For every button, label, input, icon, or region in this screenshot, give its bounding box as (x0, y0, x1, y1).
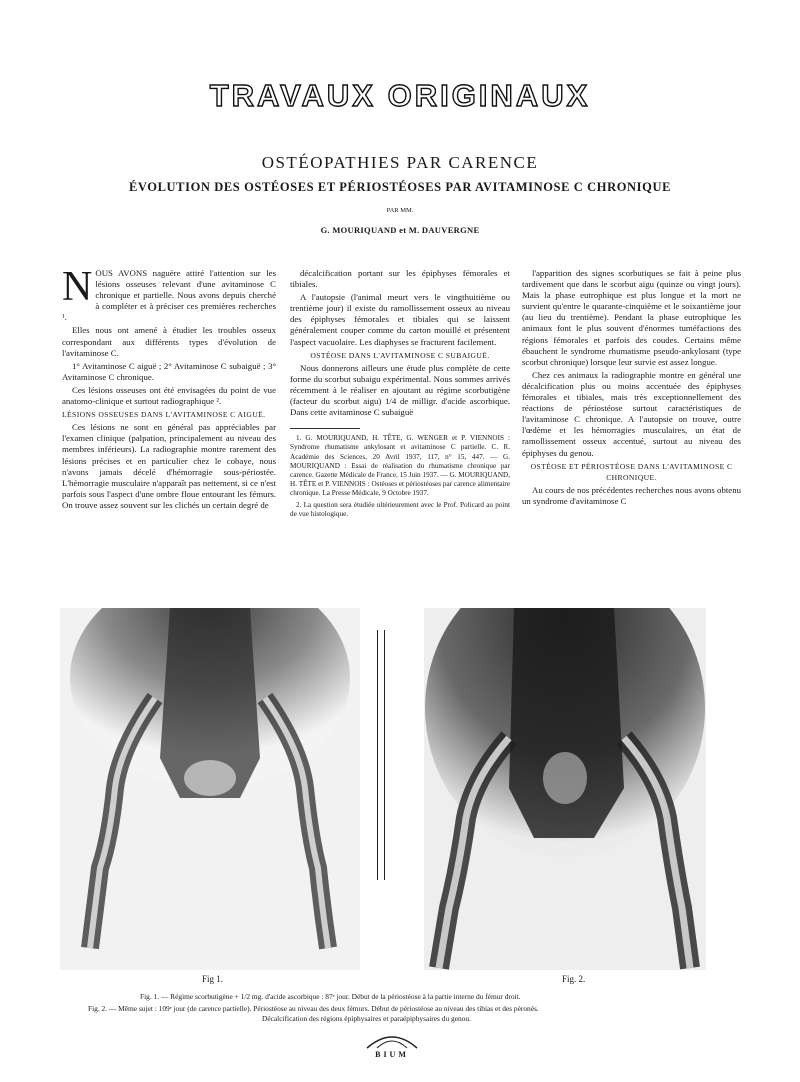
section-heading: OSTÉOSE ET PÉRIOSTÉOSE DANS L'AVITAMINOSE C CHRONIQUE. (530, 461, 733, 482)
paragraph: Elles nous ont amené à étudier les troubles osseux correspondant aux différents types d'évolution de l'avitaminose C. (62, 325, 276, 358)
paragraph: Ces lésions osseuses ont été envisagées du point de vue anatomo-clinique et surtout radiographique ². (62, 384, 276, 407)
paragraph: 1° Avitaminose C aiguë ; 2° Avitaminose C subaiguë ; 3° Avitaminose C chronique. (62, 360, 276, 382)
xray-figure-1 (60, 608, 360, 970)
paragraph: Au cours de nos précédentes recherches nous avons obtenu un syndrome d'avitaminose C (522, 484, 741, 506)
section-heading: LÉSIONS OSSEUSES DANS L'AVITAMINOSE C AIGUË. (62, 410, 266, 420)
paragraph: décalcification portant sur les épiphyses fémorales et tibiales. (290, 268, 510, 290)
article-authors: G. MOURIQUAND et M. DAUVERGNE (320, 225, 480, 235)
text-column-2 (290, 268, 510, 521)
section-heading: OSTÉOSE DANS L'AVITAMINOSE C SUBAIGUË. (310, 350, 490, 360)
paragraph: Chez ces animaux la radiographie montre en général une décalcification plus ou moins accentuée des épiphyses fémorales et tibiales, mais très exceptionnellement des réactions de périostéose surtout caractéristiques de l'avitaminose C chronique. A l'autopsie on trouve, outre l'œdème et les hémorragies musculaires, un état de ramollissement osseux accentué, surtout au niveau des épiphyses du genou. (522, 369, 741, 458)
drop-cap: N (62, 264, 93, 310)
paragraph: Nous donnerons ailleurs une étude plus complète de cette forme du scorbut subaigu expérimental. Nous sommes arrivés récemment à le réaliser en ajoutant au régime scorbutigène (facteur du scorbut aigu) 1/4 de milligr. d'acide ascorbique. Dans cette avitaminose C subaiguë (290, 362, 510, 418)
figure-2-caption-continued: Décalcification des régions épiphysaires et paraépiphysaires du genou. (262, 1014, 471, 1023)
figure-2-caption: Fig. 2. — Même sujet : 109ᵉ jour (de carence partielle). Périostéose au niveau des deux fémurs. Début de périostéose au niveau des tibias et des péronés. (88, 1004, 539, 1013)
byline-prefix: PAR MM. (386, 207, 414, 214)
paragraph: NOUS AVONS naguère attiré l'attention sur les lésions osseuses relevant d'une avitaminose C chronique et partielle. Nous avons depuis cherché à compléter et à préciser ces premières recherches ¹. (62, 264, 276, 323)
logo-text: BIUM (375, 1050, 409, 1059)
section-header: TRAVAUX ORIGINAUX (209, 78, 591, 113)
divider-line (384, 630, 385, 880)
footnote: 1. G. MOURIQUAND, H. TÊTE, G. WENGER et P. VIENNOIS : Syndrome rhumatisme ankylosant et avitaminose C partielle. C. R. Académie des Sciences, 20 Avril 1937, 117, n° 15, 447. — G. MOURIQUAND : Essai de réalisation du rhumatisme chronique par carence. Gazette Médicale de France, 15 Juin 1937. — G. MOURIQUAND, H. TÊTE et P. VIENNOIS : Ostéoses et périostéoses par carence alimentaire chronique. La Presse Médicale, 9 Octobre 1937. (290, 434, 510, 498)
paragraph: A l'autopsie (l'animal meurt vers le vingthuitième ou trentième jour) il existe du ramollissement osseux au niveau des épiphyses fémorales et tibiales qui se laissent généralement couper comme du carton mouillé et présentent l'aspect vacuolaire. Les diaphyses se fracturent facilement. (290, 292, 510, 347)
xray-figure-2 (424, 608, 706, 970)
footnote-rule (290, 428, 360, 429)
divider-line (377, 630, 378, 880)
figure-1-caption: Fig. 1. — Régime scorbutigène + 1/2 mg. d'acide ascorbique : 87ᵉ jour. Début de la périostéose à la partie interne du fémur droit. (140, 992, 521, 1001)
library-logo (357, 1030, 427, 1060)
article-title: OSTÉOPATHIES PAR CARENCE (261, 153, 539, 172)
figure-1-label: Fig 1. (202, 974, 224, 984)
text-column-1 (62, 264, 276, 513)
text-column-3 (522, 268, 741, 509)
paragraph: l'apparition des signes scorbutiques se fait à peine plus tardivement que dans le scorbut aigu (quinze ou vingt jours). Mais la phase eutrophique est plus longue et la mort ne survient qu'entre le quarante-cinquième et le soixantième jour (au lieu du trentième). Pendant la phase eutrophique les animaux font le plus souvent d'énormes tuméfactions des régions fémorales et parfois des coudes. Certains même ébauchent le syndrome rhumatisme pseudo-ankylosant (type scorbut chronique) lorsque leur survie est assez longue. (522, 268, 741, 367)
article-subtitle: ÉVOLUTION DES OSTÉOSES ET PÉRIOSTÉOSES PAR AVITAMINOSE C CHRONIQUE (128, 180, 672, 194)
figure-2-label: Fig. 2. (562, 974, 586, 984)
paragraph: Ces lésions ne sont en général pas appréciables par l'examen clinique (palpation, principalement au niveau des membres inférieurs). La radiographie montre rarement des lésions précises et en particulier chez le cobaye, nous n'avons jamais décelé d'hémorragie sous-périostée. L'hémorragie musculaire n'apparaît pas nettement, si ce n'est parfois sous l'aspect d'une ombre floue entourant les fémurs. On trouve assez souvent sur les clichés un certain degré de (62, 422, 276, 510)
footnote: 2. La question sera étudiée ultérieurement avec le Prof. Policard au point de vue histologique. (290, 500, 510, 518)
